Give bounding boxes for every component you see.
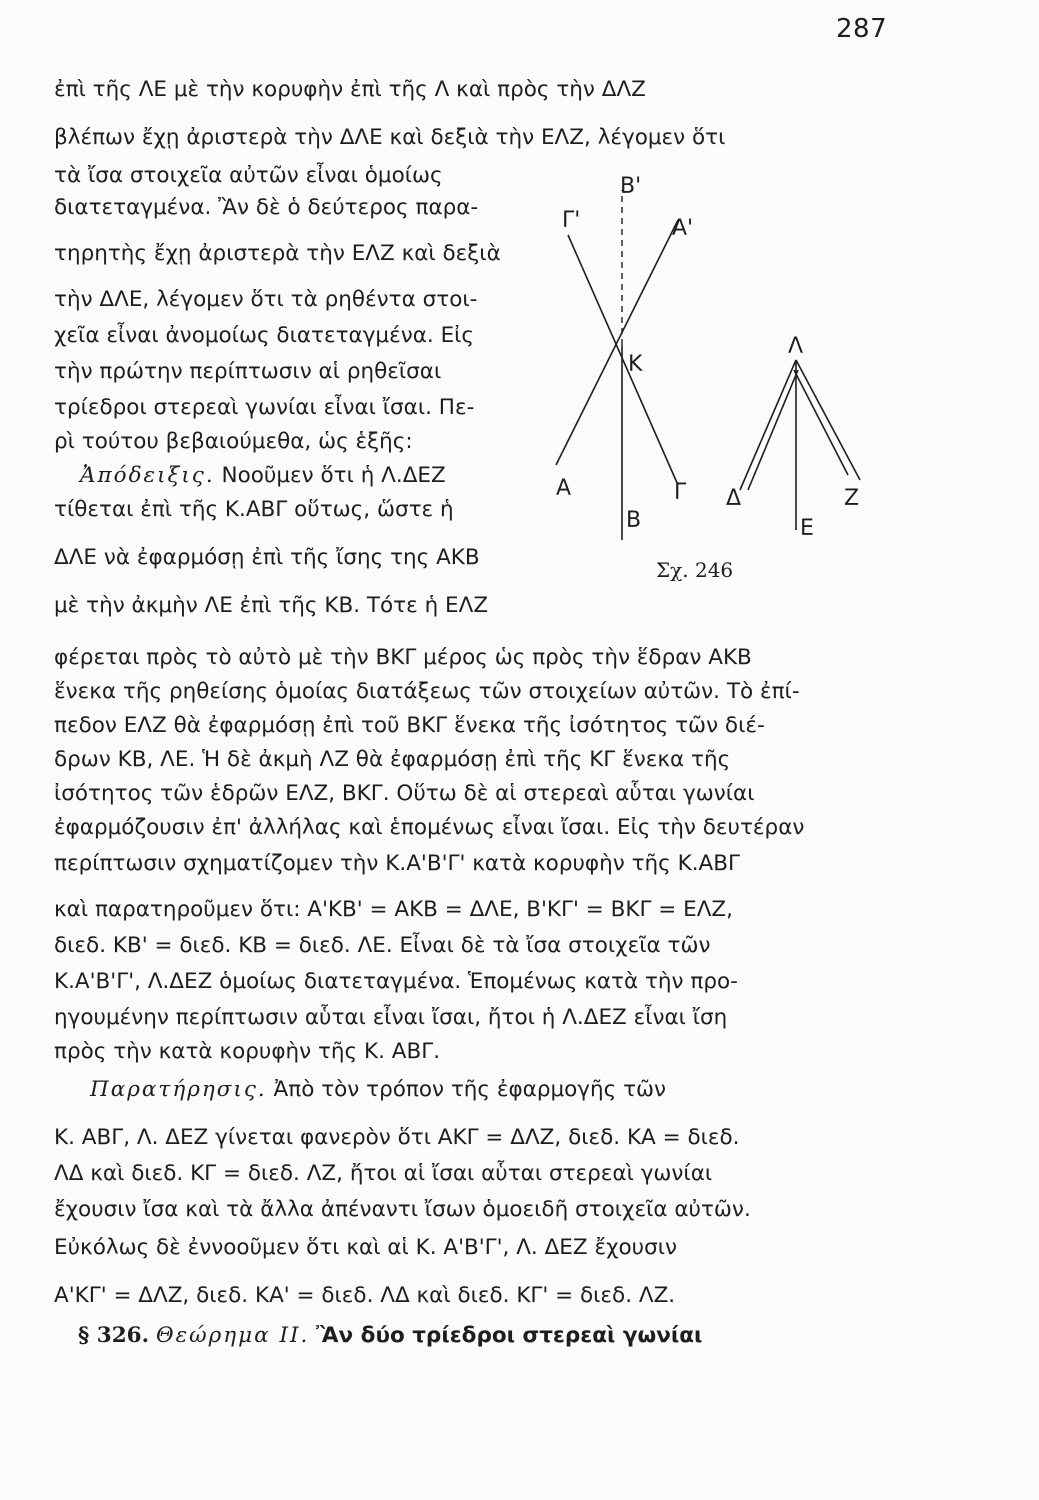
edge-l-d-inner xyxy=(748,370,798,490)
edge-a-aprime xyxy=(556,220,678,465)
text-line: ἐπὶ τῆς ΛΕ μὲ τὴν κορυφὴν ἐπὶ τῆς Λ καὶ πρὸς τὴν ΔΛΖ xyxy=(54,77,646,102)
text-line: δρων ΚΒ, ΛΕ. Ἡ δὲ ἀκμὴ ΛΖ θὰ ἐφαρμόσῃ ἐπὶ τῆς ΚΓ ἕνεκα τῆς xyxy=(54,747,731,772)
text-line: διεδ. ΚΒ' = διεδ. ΚΒ = διεδ. ΛΕ. Εἶναι δὲ τὰ ἴσα στοιχεῖα τῶν xyxy=(54,933,711,958)
text-line: περίπτωσιν σχηματίζομεν τὴν Κ.Α'Β'Γ' κατὰ κορυφὴν τῆς Κ.ΑΒΓ xyxy=(54,851,740,876)
text-line: τὰ ἴσα στοιχεῖα αὐτῶν εἶναι ὁμοίως xyxy=(54,163,443,188)
label-k: Κ xyxy=(628,352,643,377)
text-line: Κ.Α'Β'Γ', Λ.ΔΕΖ ὁμοίως διατεταγμένα. Ἑπομένως κατὰ τὴν προ- xyxy=(54,969,738,994)
text-line: ἐφαρμόζουσιν ἐπ' ἀλλήλας καὶ ἑπομένως εἶναι ἴσαι. Εἰς τὴν δευτέραν xyxy=(54,815,805,840)
text-line: Εὐκόλως δὲ ἐννοοῦμεν ὅτι καὶ αἱ Κ. Α'Β'Γ', Λ. ΔΕΖ ἔχουσιν xyxy=(54,1235,677,1260)
proof-line xyxy=(80,462,446,490)
label-l: Λ xyxy=(788,334,804,359)
text-line: Α'ΚΓ' = ΔΛΖ, διεδ. ΚΑ' = διεδ. ΛΔ καὶ διεδ. ΚΓ' = διεδ. ΛΖ. xyxy=(54,1283,676,1308)
text-line: τίθεται ἐπὶ τῆς Κ.ΑΒΓ οὕτως, ὥστε ἡ xyxy=(54,497,454,522)
remark-line xyxy=(90,1076,666,1104)
figure-caption: Σχ. 246 xyxy=(656,558,734,582)
label-g-prime: Γ' xyxy=(562,208,581,233)
text-line: τὴν ΔΛΕ, λέγομεν ὅτι τὰ ρηθέντα στοι- xyxy=(54,287,478,312)
text-line: μὲ τὴν ἀκμὴν ΛΕ ἐπὶ τῆς ΚΒ. Τότε ἡ ΕΛΖ xyxy=(54,593,489,618)
edge-gprime-g xyxy=(568,235,678,485)
text-line: βλέπων ἔχῃ ἀριστερὰ τὴν ΔΛΕ καὶ δεξιὰ τὴν ΕΛΖ, λέγομεν ὅτι xyxy=(54,125,726,150)
text-line: ρὶ τούτου βεβαιούμεθα, ὡς ἑξῆς: xyxy=(54,429,413,454)
edge-l-d xyxy=(740,360,796,490)
text-line: πρὸς τὴν κατὰ κορυφὴν τῆς Κ. ΑΒΓ. xyxy=(54,1039,441,1064)
text-line: ἰσότητος τῶν ἑδρῶν ΕΛΖ, ΒΚΓ. Οὕτω δὲ αἱ στερεαὶ αὗται γωνίαι xyxy=(54,781,755,806)
label-e: Ε xyxy=(800,516,814,541)
text-line: ΔΛΕ νὰ ἐφαρμόσῃ ἐπὶ τῆς ἴσης της ΑΚΒ xyxy=(54,545,480,570)
label-a-prime: Α' xyxy=(672,216,694,241)
page-number: 287 xyxy=(836,14,888,44)
theorem-label: Θεώρημα ΙΙ. xyxy=(155,1323,310,1348)
theorem-line xyxy=(78,1322,702,1350)
proof-label: Ἀπόδειξις. xyxy=(80,463,215,488)
text-line: ηγουμένην περίπτωσιν αὗται εἶναι ἴσαι, ἤτοι ἡ Λ.ΔΕΖ εἶναι ἴση xyxy=(54,1005,728,1030)
proof-text: Νοοῦμεν ὅτι ἡ Λ.ΔΕΖ xyxy=(214,463,446,488)
label-b-prime: Β' xyxy=(620,174,642,199)
text-line: ἔχουσιν ἴσα καὶ τὰ ἄλλα ἀπέναντι ἴσων ὁμοειδῆ στοιχεῖα αὐτῶν. xyxy=(54,1197,751,1222)
text-line: τηρητὴς ἔχῃ ἀριστερὰ τὴν ΕΛΖ καὶ δεξιὰ xyxy=(54,241,501,266)
text-line: τὴν πρώτην περίπτωσιν αἱ ρηθεῖσαι xyxy=(54,359,442,384)
label-z: Ζ xyxy=(844,486,860,511)
theorem-text: Ἂν δύο τρίεδροι στερεαὶ γωνίαι xyxy=(316,1323,703,1348)
text-line: καὶ παρατηροῦμεν ὅτι: Α'ΚΒ' = ΑΚΒ = ΔΛΕ, Β'ΚΓ' = ΒΚΓ = ΕΛΖ, xyxy=(54,897,733,922)
figure-246 xyxy=(548,165,878,585)
label-a: Α xyxy=(556,476,572,501)
text-line: πεδον ΕΛΖ θὰ ἐφαρμόσῃ ἐπὶ τοῦ ΒΚΓ ἕνεκα τῆς ἰσότητος τῶν διέ- xyxy=(54,713,765,738)
label-g: Γ xyxy=(674,480,687,505)
remark-text: Ἀπὸ τὸν τρόπον τῆς ἐφαρμογῆς τῶν xyxy=(266,1077,667,1102)
edge-l-z-inner xyxy=(794,370,848,475)
text-line: φέρεται πρὸς τὸ αὐτὸ μὲ τὴν ΒΚΓ μέρος ὡς πρὸς τὴν ἕδραν ΑΚΒ xyxy=(54,645,752,670)
theorem-section: § 326. xyxy=(78,1323,150,1348)
edge-l-z xyxy=(796,360,860,480)
label-d: Δ xyxy=(726,486,742,511)
text-line: Κ. ΑΒΓ, Λ. ΔΕΖ γίνεται φανερὸν ὅτι ΑΚΓ = ΔΛΖ, διεδ. ΚΑ = διεδ. xyxy=(54,1125,740,1150)
text-line: τρίεδροι στερεαὶ γωνίαι εἶναι ἴσαι. Πε- xyxy=(54,395,475,420)
text-line: ἕνεκα τῆς ρηθείσης ὁμοίας διατάξεως τῶν στοιχείων αὐτῶν. Τὸ ἐπί- xyxy=(54,679,800,704)
label-b: Β xyxy=(626,508,642,533)
remark-label: Παρατήρησις. xyxy=(90,1077,267,1102)
text-line: διατεταγμένα. Ἂν δὲ ὁ δεύτερος παρα- xyxy=(54,195,479,220)
text-line: ΛΔ καὶ διεδ. ΚΓ = διεδ. ΛΖ, ἤτοι αἱ ἴσαι αὗται στερεαὶ γωνίαι xyxy=(54,1161,713,1186)
text-line: χεῖα εἶναι ἀνομοίως διατεταγμένα. Εἰς xyxy=(54,323,475,348)
